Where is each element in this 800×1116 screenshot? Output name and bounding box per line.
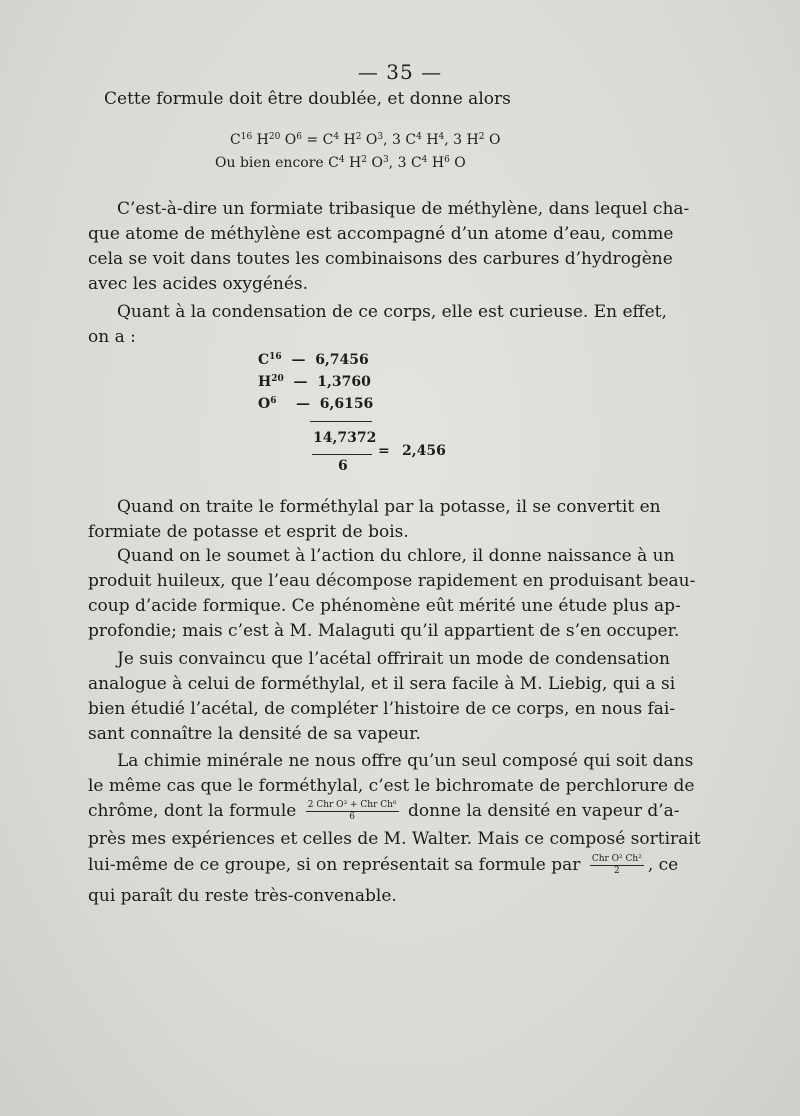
paragraph-1-line: que atome de méthylène est accompagné d’un atome d’eau, comme [88,224,674,244]
density-row: $O^6$ — 6,6156 [258,396,374,412]
paragraph-4-line: profondie; mais c’est à M. Malaguti qu’il appartient de s’en occuper. [88,621,680,641]
density-total: 14,7372 [313,430,377,446]
paragraph-3-line: formiate de potasse et esprit de bois. [88,522,409,542]
density-equals: = [378,443,390,459]
paragraph-6-line: qui paraît du reste très-convenable. [88,886,397,906]
formula-line-2: Ou bien encore $C^4$ $H^2$ $O^3$, 3 $C^4$ $H^6$ O [215,155,466,171]
density-divisor: 6 [338,458,348,474]
paragraph-5-line: Je suis convaincu que l’acétal offrirait un mode de condensation [117,649,670,669]
paragraph-6-line-formula-1: chrôme, dont la formule $\frac{\text{2 Chr O³ + Chr Ch⁶}}{6}$ donne la densité en vapeur d’a- [88,800,680,822]
formula-line-1: $C^{16}$ $H^{20}$ $O^6 = C^4$ $H^2$ $O^3$, 3 $C^4$ $H^4$, 3 $H^2$ O [230,132,501,148]
paragraph-4-line: produit huileux, que l’eau décompose rapidement en produisant beau- [88,571,696,591]
fraction-formula-1: $\frac{\text{2 Chr O³ + Chr Ch⁶}}{6}$ [307,800,397,822]
density-row: $C^{16}$ — 6,7456 [258,352,369,368]
fraction-formula-2: $\frac{\text{Chr O² Ch²}}{2}$ [591,854,642,876]
paragraph-6-line: La chimie minérale ne nous offre qu’un seul composé qui soit dans [117,751,694,771]
page-number: — 35 — [357,60,443,84]
intro-line: Cette formule doit être doublée, et donne alors [104,89,511,109]
paragraph-4-line: Quand on le soumet à l’action du chlore, il donne naissance à un [117,546,675,566]
paragraph-5-line: analogue à celui de forméthylal, et il sera facile à M. Liebig, qui a si [88,674,676,694]
paragraph-4-line: coup d’acide formique. Ce phénomène eût mérité une étude plus ap- [88,596,681,616]
paragraph-6-line: près mes expériences et celles de M. Walter. Mais ce composé sortirait [88,829,701,849]
fraction-rule [312,454,372,455]
paragraph-1-line: C’est-à-dire un formiate tribasique de méthylène, dans lequel cha- [117,199,690,219]
paragraph-5-line: sant connaître la densité de sa vapeur. [88,724,421,744]
sum-rule [310,421,372,422]
paragraph-2-line: on a : [88,327,136,347]
density-result: 2,456 [402,443,446,459]
density-row: $H^{20}$ — 1,3760 [258,374,371,390]
paragraph-2-line: Quant à la condensation de ce corps, elle est curieuse. En effet, [117,302,667,322]
paragraph-1-line: cela se voit dans toutes les combinaisons des carbures d’hydrogène [88,249,673,269]
paragraph-5-line: bien étudié l’acétal, de compléter l’histoire de ce corps, en nous fai- [88,699,676,719]
paragraph-6-line: le même cas que le forméthylal, c’est le bichromate de perchlorure de [88,776,695,796]
paragraph-1-line: avec les acides oxygénés. [88,274,309,294]
paragraph-3-line: Quand on traite le forméthylal par la potasse, il se convertit en [117,497,661,517]
paragraph-6-line-formula-2: lui-même de ce groupe, si on représentait sa formule par $\frac{\text{Chr O² Ch²}}{2}$ , ce [88,854,679,876]
